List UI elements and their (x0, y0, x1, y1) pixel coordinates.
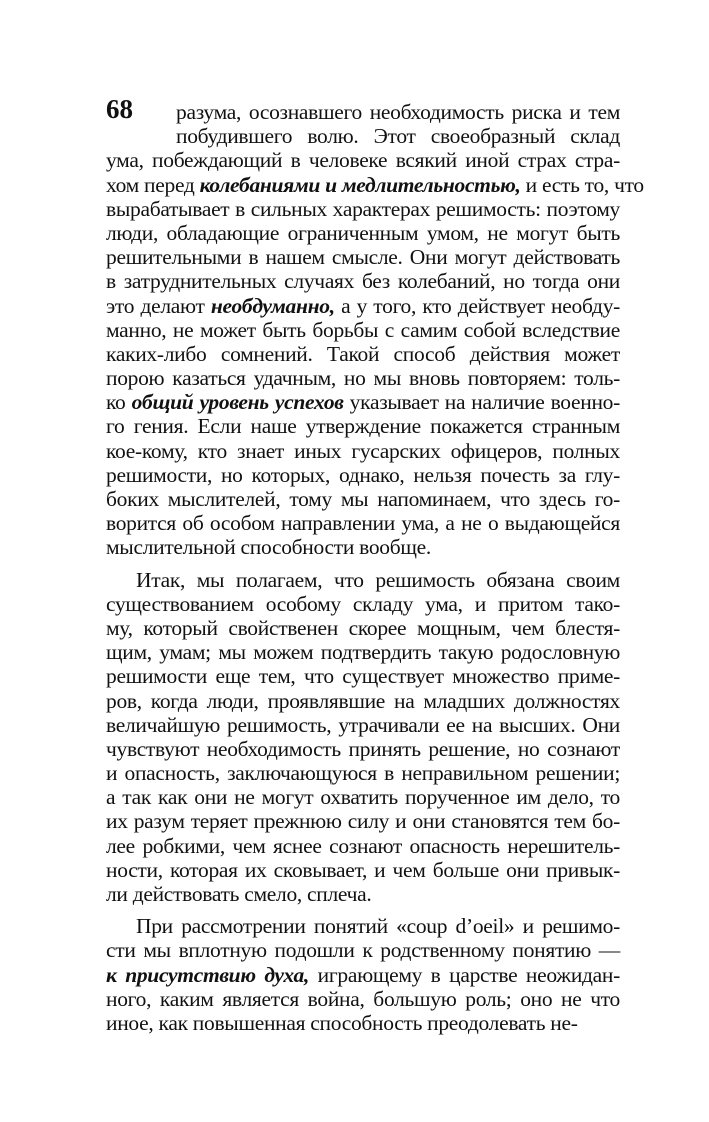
text-line (106, 689, 620, 713)
text-line (106, 809, 620, 833)
text-line (106, 568, 620, 592)
text-segment: каких-либо сомнений. Такой способ действия может (106, 341, 620, 366)
text-segment: щим, умам; мы можем подтвердить такую родословную (106, 640, 620, 665)
text-segment: кое-кому, кто знает иных гусарских офицеров, полных (106, 438, 620, 463)
text-line (106, 172, 644, 197)
text-segment: разума, осознавшего необходимость риска и тем (176, 100, 620, 124)
text-line (106, 616, 620, 640)
text-segment: решимости, но которых, однако, нельзя почесть за глу- (106, 462, 620, 487)
text-line (106, 1011, 620, 1035)
text-segment: Итак, мы полагаем, что решимость обязана своим (136, 567, 620, 592)
text-line (106, 439, 620, 463)
text-segment: указывает на наличие военно- (343, 390, 620, 415)
text-line (106, 713, 620, 737)
text-segment: лее робкими, чем яснее сознают опасность нерешитель- (106, 833, 620, 858)
text-segment: побудившего волю. Этот своеобразный склад (176, 124, 620, 149)
text-line (106, 390, 620, 414)
text-segment: решимости еще тем, что существует множество приме- (106, 664, 620, 689)
page-number: 68 (106, 94, 133, 124)
text-segment: вырабатывает в сильных характерах решимость: поэтому (106, 196, 620, 221)
text-line (106, 294, 620, 318)
text-line (106, 664, 620, 688)
text-line (106, 148, 620, 172)
text-line (106, 487, 620, 511)
text-segment: величайшую решимость, утрачивали ее на высших. Они (106, 712, 620, 737)
text-line (106, 737, 620, 761)
text-line (106, 124, 620, 148)
text-segment: ности, которая их сковывает, и чем больше они привык- (106, 857, 620, 882)
paragraph (106, 100, 644, 560)
text-segment: хом перед (106, 172, 200, 197)
paragraph-gap (106, 560, 620, 568)
text-line (106, 269, 620, 293)
emphasis-text: необдуманно, (210, 293, 335, 318)
text-segment: го гения. Если наше утверждение покажется странным (106, 414, 620, 439)
text-line (106, 318, 620, 342)
paragraph-gap (106, 906, 620, 914)
text-line (106, 197, 620, 221)
text-line (106, 463, 620, 487)
emphasis-text: общий уровень успехов (131, 390, 344, 415)
text-segment: манно, не может быть борьбы с самим собой вследствие (106, 317, 620, 342)
text-segment: боких мыслителей, тому мы напоминаем, что здесь го- (106, 487, 620, 511)
text-segment: и есть то, что (520, 172, 644, 197)
text-line (106, 785, 620, 809)
text-segment: мыслительной способности вообще. (106, 535, 431, 560)
text-line (106, 858, 620, 882)
text-segment: ли действовать смело, сплеча. (106, 882, 372, 906)
text-line (106, 882, 620, 906)
text-line (106, 761, 620, 785)
text-segment: му, который свойственен скорее мощным, чем блестя- (106, 615, 620, 640)
text-segment: ума, побеждающий в человеке всякий иной страх стра- (106, 148, 620, 173)
paragraph (106, 568, 620, 907)
text-line (106, 914, 620, 938)
body-text (106, 100, 644, 1035)
text-segment: а у того, кто действует необду- (334, 293, 620, 318)
text-segment: их разум теряет прежнюю силу и они становятся тем бо- (106, 809, 620, 834)
text-segment: люди, обладающие ограниченным умом, не могут быть (106, 220, 620, 245)
text-line (106, 535, 620, 559)
text-segment: ного, каким является война, большую роль; оно не что (106, 986, 620, 1011)
text-line (106, 640, 620, 664)
text-segment: а так как они не могут охватить порученное им дело, то (106, 785, 620, 810)
paragraph (106, 914, 620, 1035)
text-segment: существованием особому складу ума, и притом тако- (106, 591, 620, 616)
text-segment: сти мы вплотную подошли к родственному понятию — (106, 938, 620, 963)
text-segment: порою казаться удачным, но мы вновь повторяем: толь- (106, 366, 620, 391)
text-line (106, 834, 620, 858)
text-segment: ров, когда люди, проявлявшие на младших должностях (106, 688, 620, 713)
text-segment: это делают (106, 293, 211, 318)
text-line (106, 342, 620, 366)
text-segment: иное, как повышенная способность преодолевать не- (106, 1010, 578, 1035)
text-segment: ко (106, 390, 132, 415)
text-line (106, 963, 620, 987)
text-segment: При рассмотрении понятий «coup d’oeil» и решимо- (136, 914, 620, 939)
text-line (106, 414, 620, 438)
text-line (106, 592, 620, 616)
text-line (106, 100, 620, 124)
text-line (106, 987, 620, 1011)
text-segment: и опасность, заключающуюся в неправильном решении; (106, 761, 620, 786)
text-line (106, 938, 620, 962)
emphasis-text: колебаниями и медлительностью, (199, 172, 521, 197)
text-line (106, 366, 620, 390)
text-segment: ворится об особом направлении ума, а не о выдающейся (106, 511, 620, 536)
text-segment: решительными в нашем смысле. Они могут действовать (106, 245, 620, 270)
text-segment: чувствуют необходимость принять решение, но сознают (106, 736, 620, 761)
text-segment: в затруднительных случаях без колебаний, но тогда они (106, 269, 620, 294)
text-segment: играющему в царстве неожидан- (309, 962, 620, 987)
text-line (106, 245, 620, 269)
emphasis-text: к присутствию духа, (106, 962, 310, 987)
text-line (106, 511, 620, 535)
text-line (106, 221, 620, 245)
